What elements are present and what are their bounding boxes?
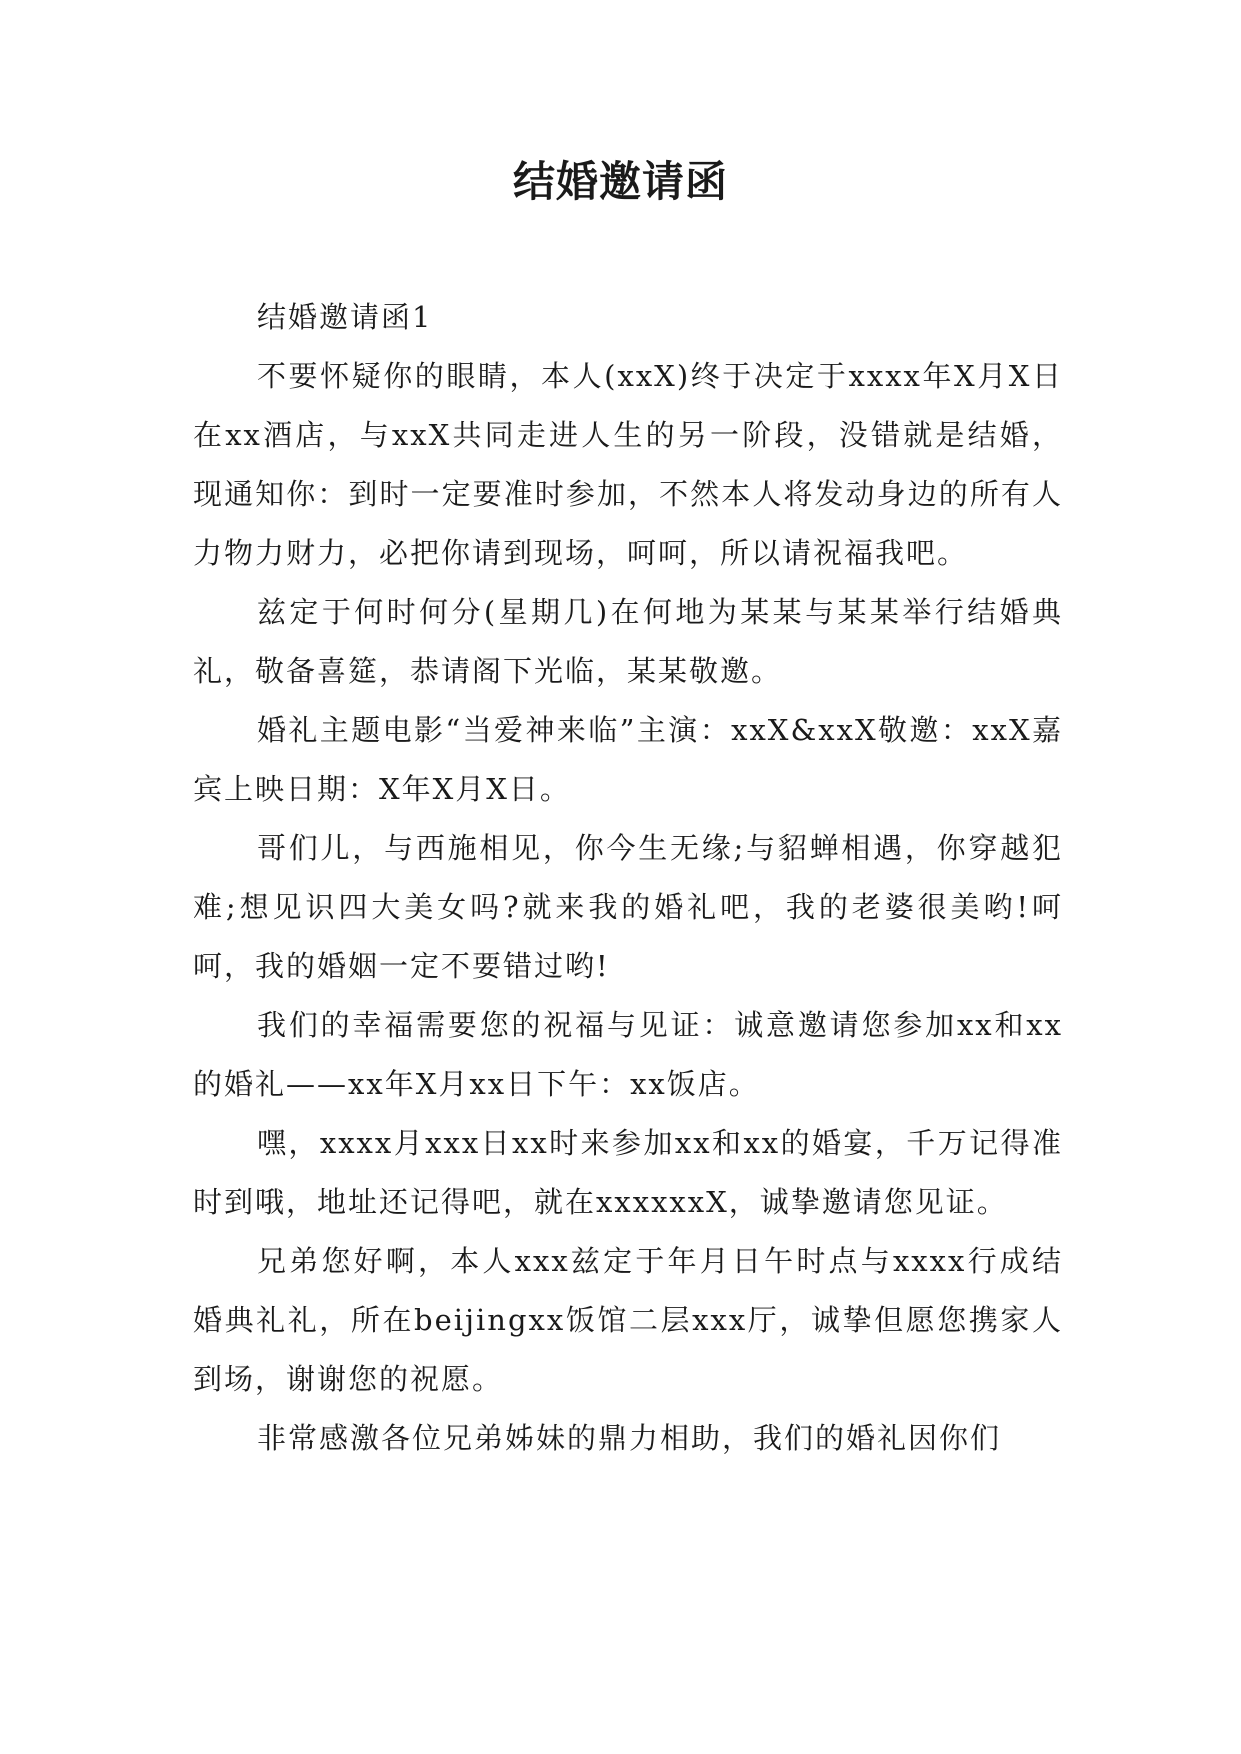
document-title: 结婚邀请函	[512, 157, 728, 206]
paragraph-2: 兹定于何时何分(星期几)在何地为某某与某某举行结婚典礼，敬备喜筵，恭请阁下光临，某某敬邀。	[193, 595, 1063, 688]
paragraph-8: 非常感激各位兄弟姊妹的鼎力相助，我们的婚礼因你们	[257, 1421, 1002, 1455]
paragraph-5: 我们的幸福需要您的祝福与见证：诚意邀请您参加xx和xx的婚礼——xx年X月xx日下午：xx饭店。	[193, 1008, 1063, 1101]
paragraph-1: 不要怀疑你的眼睛，本人(xxX)终于决定于xxxx年X月X日在xx酒店，与xxX共同走进人生的另一阶段，没错就是结婚，现通知你：到时一定要准时参加，不然本人将发动身边的所有人力物力财力，必把你请到现场，呵呵，所以请祝福我吧。	[193, 359, 1063, 570]
document-body	[193, 288, 1063, 1468]
paragraph-6: 嘿，xxxx月xxx日xx时来参加xx和xx的婚宴，千万记得准时到哦，地址还记得吧，就在xxxxxxX，诚挚邀请您见证。	[193, 1126, 1063, 1219]
section-heading: 结婚邀请函1	[257, 300, 433, 334]
paragraph-4: 哥们儿，与西施相见，你今生无缘;与貂蝉相遇，你穿越犯难;想见识四大美女吗?就来我的婚礼吧，我的老婆很美哟!呵呵，我的婚姻一定不要错过哟!	[193, 831, 1063, 983]
paragraph-7: 兄弟您好啊，本人xxx兹定于年月日午时点与xxxx行成结婚典礼礼，所在beijingxx饭馆二层xxx厅，诚挚但愿您携家人到场，谢谢您的祝愿。	[193, 1244, 1063, 1396]
paragraph-3: 婚礼主题电影“当爱神来临”主演：xxX&xxX敬邀：xxX嘉宾上映日期：X年X月X日。	[193, 713, 1063, 806]
